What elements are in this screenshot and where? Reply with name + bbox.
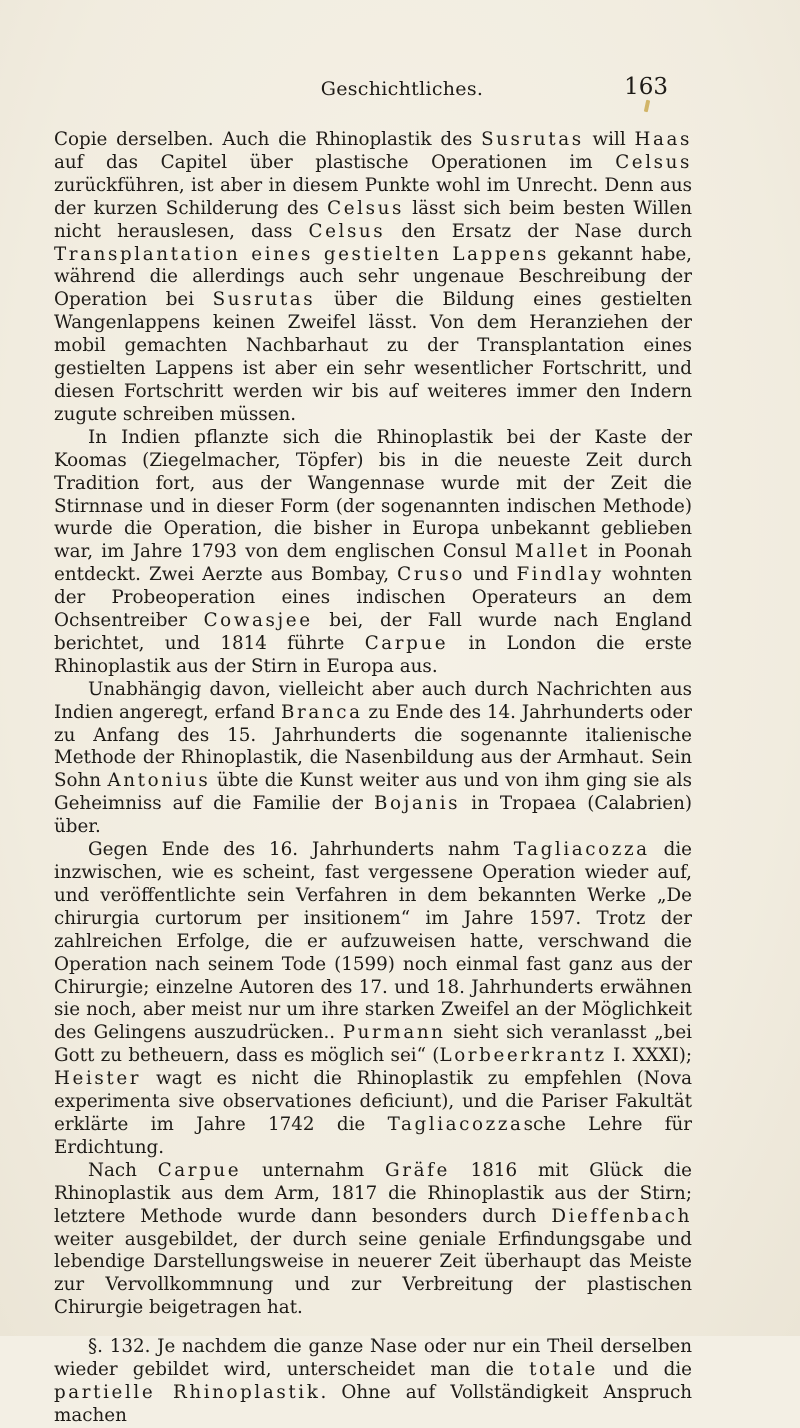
paragraph-carpue-graefe bbox=[54, 1160, 692, 1320]
spaced-name: Branca bbox=[280, 701, 363, 723]
ink-mark bbox=[644, 100, 650, 113]
text-run: und bbox=[465, 564, 517, 586]
spaced-name: Haas bbox=[634, 129, 692, 150]
text-run: und die bbox=[597, 1359, 692, 1381]
text-run: zu Ende des 14. Jahrhunderts oder zu Anfang des 15. Jahrhunderts die sogenannte italienische Methode der Rhinoplastik, die Nasenbildung aus der Armhaut. Sein Sohn bbox=[54, 701, 692, 792]
text-run: In Indien pflanzte sich die Rhinoplastik bei der Kaste der Koomas (Ziegelmacher, Töpfer) bis in die neueste Zeit durch Tradition fort, aus der Wangennase wurde mit der Zeit die Stirnnase und in dieser Form (der sogenannten indischen Methode) wurde die Operation, die bisher in Europa unbekannt geblieben war, im Jahre 1793 von dem englischen Consul bbox=[54, 426, 692, 563]
spaced-name: Cowasjee bbox=[203, 610, 313, 632]
text-run: I. XXXI); bbox=[606, 1045, 692, 1067]
spaced-name: Cruso bbox=[397, 564, 466, 586]
text-run: lässt sich beim besten Willen nicht herauslesen, dass bbox=[54, 197, 692, 242]
spaced-name: totale bbox=[529, 1359, 598, 1381]
spaced-name: Antonius bbox=[107, 770, 211, 792]
spaced-name: Gräfe bbox=[385, 1159, 450, 1181]
text-run: zurückführen, ist aber in diesem Punkte wohl im Unrecht. Denn aus der kurzen Schilderung des bbox=[54, 174, 692, 219]
text-run: unternahm bbox=[241, 1159, 386, 1181]
text-run: Gegen Ende des 16. Jahrhunderts nahm bbox=[88, 839, 514, 861]
text-run: über die Bildung eines gestielten Wangenlappens keinen Zweifel lässt. Von dem Heranziehen der mobil gemachten Nachbarhaut zu der Transplantation eines gestielten Lappens ist aber ein sehr wesentlicher Fortschritt, und diesen Fortschritt werden wir bis auf weiteres immer den Indern zugute schreiben müssen. bbox=[54, 289, 692, 425]
spaced-name: Carpue bbox=[157, 1159, 242, 1181]
spaced-name: Lorbeerkrantz bbox=[439, 1045, 607, 1067]
body-text bbox=[54, 129, 692, 1428]
text-run: übte die Kunst weiter aus und von ihm ging sie als Geheimniss auf die Familie der bbox=[54, 770, 692, 815]
spaced-name: Transplantation eines gestielten Lappens bbox=[54, 243, 550, 265]
text-run: in Poonah entdeckt. Zwei Aerzte aus Bombay, bbox=[54, 541, 692, 586]
text-run: 1816 mit Glück die Rhinoplastik aus dem Arm, 1817 die Rhinoplastik aus der Stirn; letztere Methode wurde dann besonders durch bbox=[54, 1159, 692, 1227]
text-run: Unabhängig davon, vielleicht aber auch durch Nachrichten aus Indien angeregt, erfand bbox=[54, 678, 692, 723]
spaced-name: Findlay bbox=[516, 564, 604, 586]
text-run: Copie derselben. Auch die Rhinoplastik des bbox=[54, 129, 482, 150]
page-number: 163 bbox=[624, 74, 668, 100]
text-run: bei, der Fall wurde nach England berichtet, und 1814 führte bbox=[54, 610, 692, 654]
spaced-name: Celsus bbox=[615, 151, 692, 173]
page-header bbox=[136, 74, 668, 104]
text-run: die inzwischen, wie es scheint, fast vergessene Operation wieder auf, und veröffentlichte sein Verfahren in dem bekannten Werke „De chirurgia curtorum per insitionem“ im Jahre 1597. Trotz der zahlreichen Erfolge, die er aufzuweisen hatte, verschwand die Operation nach seinem Tode (1599) noch einmal fast ganz aus der Chirurgie; einzelne Autoren des 17. und 18. Jahrhunderts erwähnen sie noch, aber meist nur um ihre starken Zweifel an der Möglichkeit des Gelingens auszudrücken.. bbox=[54, 839, 692, 1044]
text-run: wagt es nicht die Rhinoplastik zu empfehlen (Nova experimenta sive observationes deficiunt), und die Pariser Fakultät erklärte im Jahre 1742 die bbox=[54, 1068, 692, 1135]
spaced-name: partielle Rhinoplastik bbox=[54, 1381, 321, 1403]
spaced-name: Purmann bbox=[342, 1022, 446, 1044]
text-run: wohnten der Probeoperation eines indischen Operateurs an dem Ochsentreiber bbox=[54, 564, 693, 632]
text-run: weiter ausgebildet, der durch seine geniale Erfindungsgabe und lebendige Darstellungsweise in neuerer Zeit überhaupt das Meiste zur Vervollkommnung und zur Verbreitung der plastischen Chirurgie beigetragen hat. bbox=[54, 1228, 692, 1319]
text-run: sieht sich veranlasst „bei Gott zu betheuern, dass es möglich sei“ ( bbox=[54, 1022, 692, 1067]
paragraph-branca bbox=[54, 679, 692, 839]
spaced-name: Celsus bbox=[308, 220, 386, 242]
paragraph-india-koomas bbox=[54, 427, 692, 679]
paragraph-susruta-celsus bbox=[54, 129, 692, 427]
spaced-name: Tagliacozza bbox=[387, 1113, 524, 1135]
text-run: . Ohne auf Vollständigkeit Anspruch machen bbox=[54, 1381, 692, 1426]
running-title: Geschichtliches. bbox=[320, 78, 484, 100]
spaced-name: Susrutas bbox=[212, 289, 316, 311]
paragraph-section-132 bbox=[54, 1336, 692, 1428]
paragraph-tagliacozza bbox=[54, 839, 692, 1160]
text-run: §. 132. Je nachdem die ganze Nase oder nur ein Theil derselben wieder gebildet wird, unterscheidet man die bbox=[54, 1336, 692, 1381]
text-run: Nach bbox=[88, 1159, 158, 1181]
text-run: will bbox=[583, 129, 635, 150]
text-run: in London die erste Rhinoplastik aus der Stirn in Europa aus. bbox=[54, 632, 692, 677]
text-run: den Ersatz der Nase durch bbox=[385, 220, 692, 242]
spaced-name: Celsus bbox=[327, 197, 404, 219]
spaced-name: Susrutas bbox=[481, 129, 584, 150]
text-run: auf das Capitel über plastische Operationen im bbox=[54, 151, 616, 173]
spaced-name: Mallet bbox=[514, 541, 590, 563]
text-run: in Tropaea (Calabrien) über. bbox=[54, 793, 692, 838]
text-run: gekannt habe, während die allerdings auch sehr ungenaue Beschreibung der Operation bei bbox=[54, 243, 692, 311]
spaced-name: Dieffenbach bbox=[551, 1205, 692, 1227]
spaced-name: Carpue bbox=[364, 632, 449, 654]
spaced-name: Heister bbox=[54, 1068, 142, 1090]
spaced-name: Tagliacozza bbox=[513, 839, 650, 861]
text-run: sche Lehre für Erdichtung. bbox=[54, 1113, 693, 1158]
spaced-name: Bojanis bbox=[373, 793, 461, 815]
